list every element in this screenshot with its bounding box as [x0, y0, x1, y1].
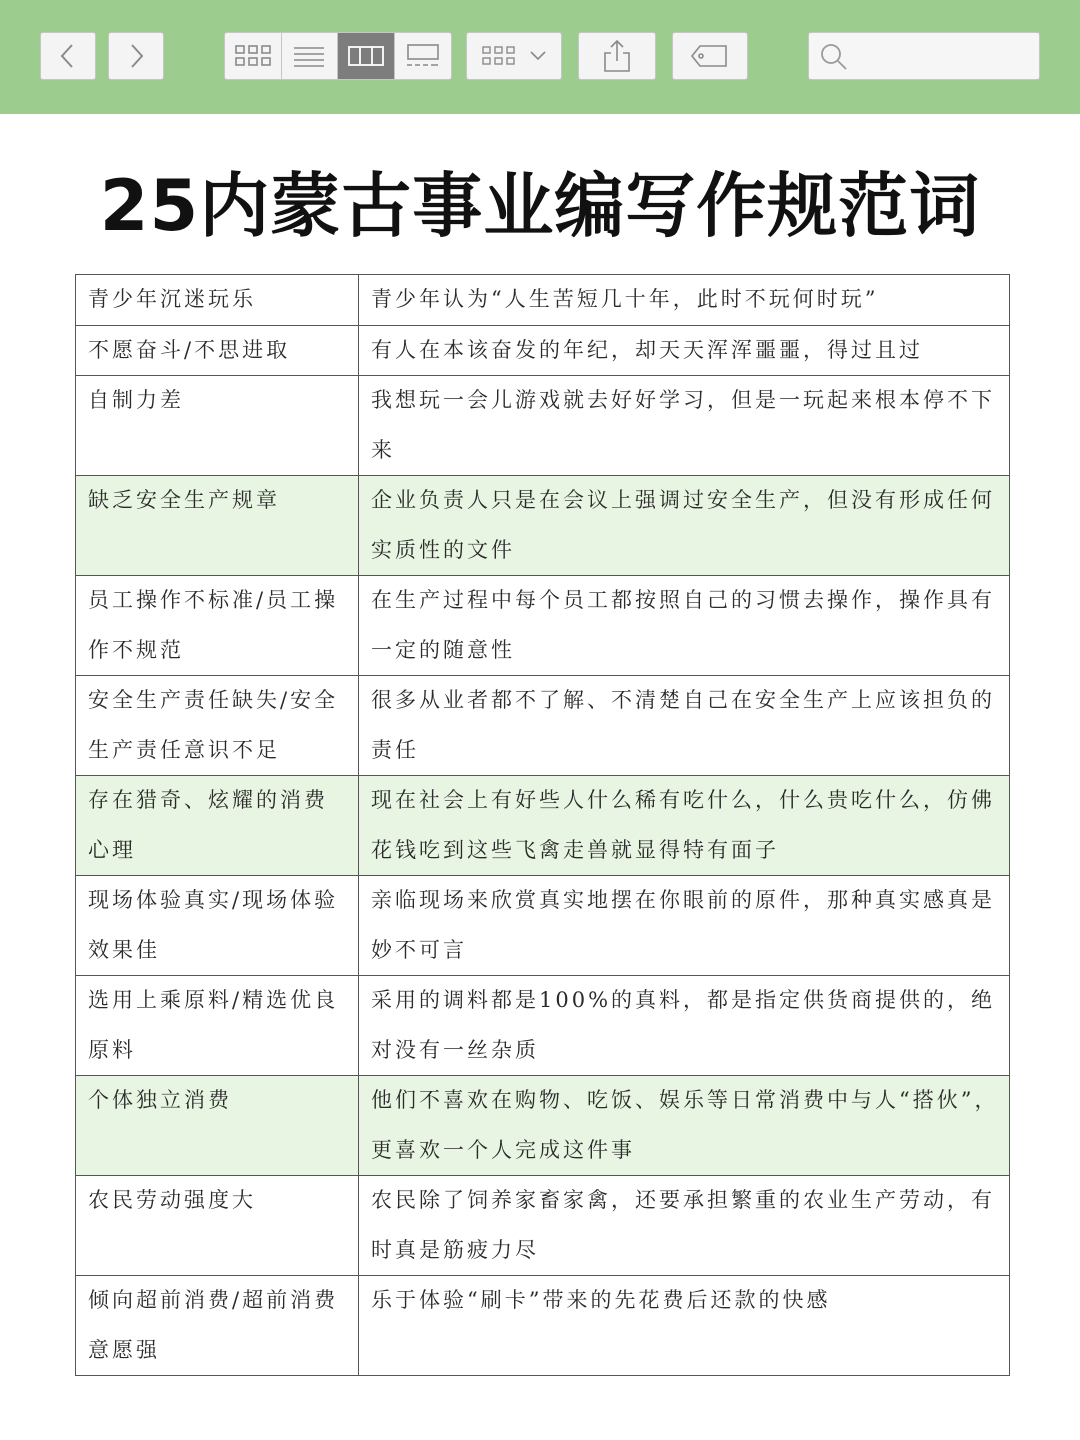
table-row	[76, 275, 1010, 326]
example-cell: 有人在本该奋发的年纪，却天天浑浑噩噩，得过且过	[359, 325, 1010, 376]
term-cell: 青少年沉迷玩乐	[76, 275, 359, 326]
back-button[interactable]	[40, 32, 96, 80]
example-cell: 在生产过程中每个员工都按照自己的习惯去操作，操作具有一定的随意性	[359, 576, 1010, 676]
gallery-view-icon	[404, 43, 442, 69]
example-cell: 农民除了饲养家畜家禽，还要承担繁重的农业生产劳动，有时真是筋疲力尽	[359, 1176, 1010, 1276]
share-icon	[602, 39, 632, 73]
column-view-button[interactable]	[338, 33, 395, 79]
tag-button[interactable]	[672, 32, 748, 80]
table-row	[76, 476, 1010, 576]
search-input[interactable]	[855, 41, 1035, 73]
toolbar	[0, 0, 1080, 114]
group-by-button[interactable]	[466, 32, 562, 80]
search-icon	[819, 42, 849, 72]
example-cell: 青少年认为“人生苦短几十年，此时不玩何时玩”	[359, 275, 1010, 326]
example-cell: 乐于体验“刷卡”带来的先花费后还款的快感	[359, 1276, 1010, 1376]
term-cell: 安全生产责任缺失/安全生产责任意识不足	[76, 676, 359, 776]
term-cell: 员工操作不标准/员工操作不规范	[76, 576, 359, 676]
column-view-icon	[347, 44, 385, 68]
share-button[interactable]	[578, 32, 656, 80]
forward-button[interactable]	[108, 32, 164, 80]
list-view-icon	[292, 44, 326, 68]
grid-view-button[interactable]	[225, 33, 282, 79]
example-cell: 我想玩一会儿游戏就去好好学习，但是一玩起来根本停不下来	[359, 376, 1010, 476]
table-row	[76, 1076, 1010, 1176]
grid-view-icon	[234, 44, 272, 68]
table-row	[76, 1176, 1010, 1276]
chevron-down-icon	[529, 49, 547, 63]
table-row	[76, 876, 1010, 976]
term-cell: 自制力差	[76, 376, 359, 476]
term-cell: 个体独立消费	[76, 1076, 359, 1176]
term-cell: 倾向超前消费/超前消费意愿强	[76, 1276, 359, 1376]
table-row	[76, 325, 1010, 376]
table-row	[76, 776, 1010, 876]
example-cell: 很多从业者都不了解、不清楚自己在安全生产上应该担负的责任	[359, 676, 1010, 776]
page-title: 25内蒙古事业编写作规范词	[99, 165, 981, 247]
term-cell: 农民劳动强度大	[76, 1176, 359, 1276]
search-field[interactable]	[808, 32, 1040, 80]
example-cell: 现在社会上有好些人什么稀有吃什么，什么贵吃什么，仿佛花钱吃到这些飞禽走兽就显得特有面子	[359, 776, 1010, 876]
list-view-button[interactable]	[282, 33, 339, 79]
table-row	[76, 576, 1010, 676]
terms-table	[75, 274, 1010, 1376]
chevron-right-icon	[126, 42, 146, 70]
table-row	[76, 376, 1010, 476]
table-row	[76, 1276, 1010, 1376]
term-cell: 缺乏安全生产规章	[76, 476, 359, 576]
table-row	[76, 976, 1010, 1076]
view-mode-switcher	[224, 32, 452, 80]
term-cell: 存在猎奇、炫耀的消费心理	[76, 776, 359, 876]
example-cell: 他们不喜欢在购物、吃饭、娱乐等日常消费中与人“搭伙”，更喜欢一个人完成这件事	[359, 1076, 1010, 1176]
example-cell: 企业负责人只是在会议上强调过安全生产，但没有形成任何实质性的文件	[359, 476, 1010, 576]
group-by-icon	[481, 44, 521, 68]
term-cell: 不愿奋斗/不思进取	[76, 325, 359, 376]
chevron-left-icon	[58, 42, 78, 70]
table-row	[76, 676, 1010, 776]
example-cell: 采用的调料都是100%的真料，都是指定供货商提供的，绝对没有一丝杂质	[359, 976, 1010, 1076]
term-cell: 现场体验真实/现场体验效果佳	[76, 876, 359, 976]
term-cell: 选用上乘原料/精选优良原料	[76, 976, 359, 1076]
tag-icon	[690, 43, 730, 69]
gallery-view-button[interactable]	[395, 33, 451, 79]
example-cell: 亲临现场来欣赏真实地摆在你眼前的原件，那种真实感真是妙不可言	[359, 876, 1010, 976]
